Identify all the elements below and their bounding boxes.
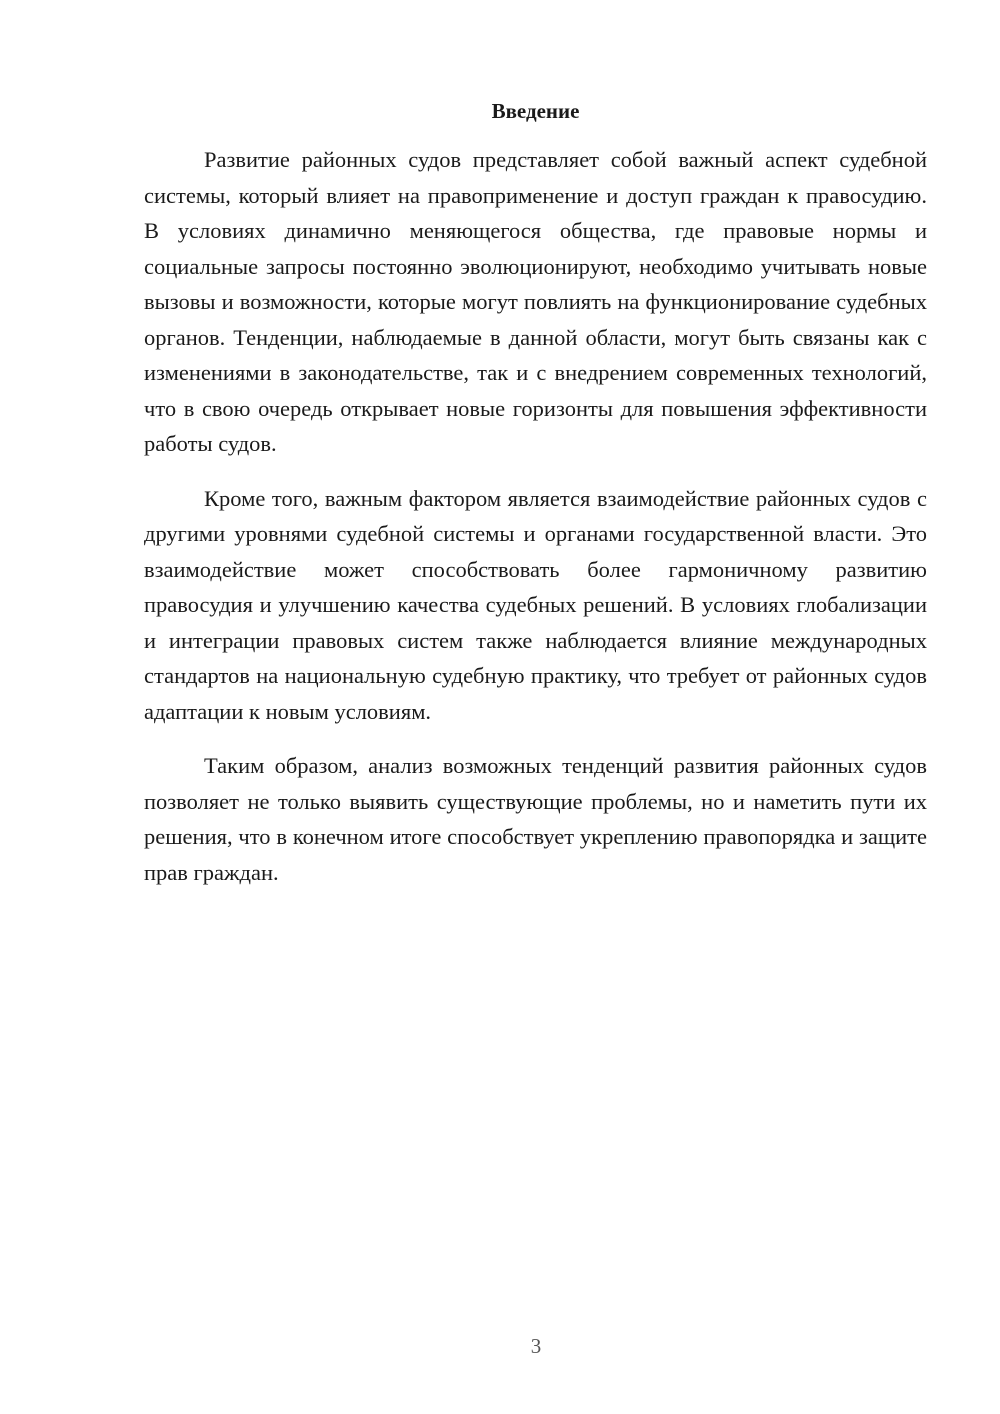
paragraph-3: Таким образом, анализ возможных тенденций развития районных судов позволяет не только выявить существующие проблемы, но и наметить пути их решения, что в конечном итоге способствует укреплению правопорядка и защите прав граждан. bbox=[144, 753, 927, 885]
page-number: 3 bbox=[530, 1334, 542, 1358]
page-title: Введение bbox=[491, 99, 580, 123]
body-text bbox=[144, 142, 927, 909]
paragraph-1: Развитие районных судов представляет собой важный аспект судебной системы, который влияет на правоприменение и доступ граждан к правосудию. В условиях динамично меняющегося общества, где правовые нормы и социальные запросы постоянно эволюционируют, необходимо учитывать новые вызовы и возможности, которые могут повлиять на функционирование судебных органов. Тенденции, наблюдаемые в данной области, могут быть связаны как с изменениями в законодательстве, так и с внедрением современных технологий, что в свою очередь открывает новые горизонты для повышения эффективности работы судов. bbox=[144, 147, 927, 456]
paragraph-2: Кроме того, важным фактором является взаимодействие районных судов с другими уровнями судебной системы и органами государственной власти. Это взаимодействие может способствовать более гармоничному развитию правосудия и улучшению качества судебных решений. В условиях глобализации и интеграции правовых систем также наблюдается влияние международных стандартов на национальную судебную практику, что требует от районных судов адаптации к новым условиям. bbox=[144, 485, 927, 724]
